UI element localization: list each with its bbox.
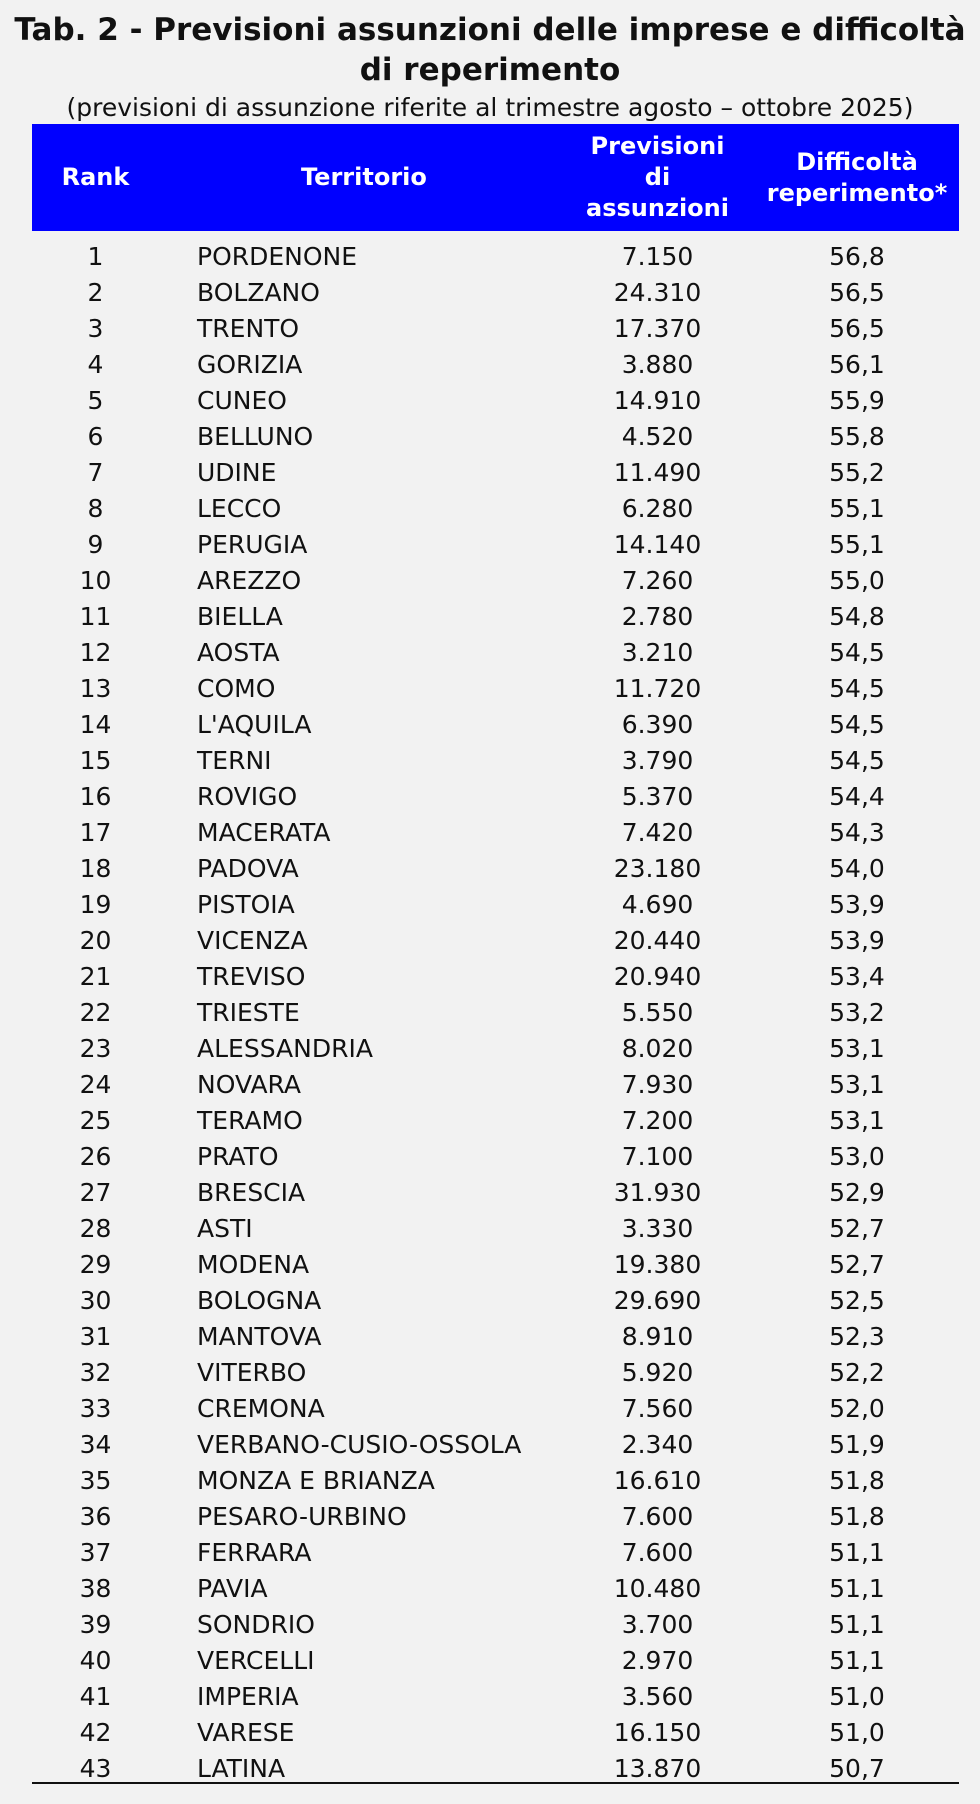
difficolta-cell: 52,0 (829, 1394, 885, 1423)
table-row (32, 743, 959, 779)
table-header (32, 124, 959, 231)
difficolta-cell: 54,0 (829, 854, 885, 883)
table-row (32, 527, 959, 563)
difficolta-cell: 51,1 (829, 1574, 885, 1603)
previsioni-cell: 14.140 (613, 530, 702, 559)
territorio-cell: BRESCIA (197, 1178, 306, 1207)
territorio-cell: CREMONA (197, 1394, 325, 1423)
previsioni-cell: 4.690 (621, 890, 694, 919)
territorio-cell: MODENA (197, 1250, 310, 1279)
rank-cell: 30 (79, 1286, 112, 1315)
rank-cell: 43 (79, 1754, 112, 1783)
previsioni-cell: 7.600 (621, 1502, 694, 1531)
previsioni-cell: 11.490 (613, 458, 702, 487)
table-row (32, 923, 959, 959)
previsioni-cell: 5.550 (621, 998, 694, 1027)
difficolta-cell: 55,8 (829, 422, 885, 451)
rank-cell: 21 (79, 962, 112, 991)
table-row (32, 815, 959, 851)
previsioni-cell: 29.690 (613, 1286, 702, 1315)
column-header-difficolta (755, 124, 959, 231)
rank-cell: 7 (87, 458, 104, 487)
previsioni-cell: 2.340 (621, 1430, 694, 1459)
previsioni-cell: 3.880 (621, 350, 694, 379)
territorio-cell: PORDENONE (197, 242, 358, 271)
table-row (32, 383, 959, 419)
column-header-rank-label: Rank (61, 163, 130, 191)
table-row (32, 1571, 959, 1607)
territorio-cell: VERBANO-CUSIO-OSSOLA (197, 1430, 522, 1459)
table-row (32, 1211, 959, 1247)
territorio-cell: TERNI (197, 746, 272, 775)
difficolta-cell: 51,1 (829, 1538, 885, 1567)
difficolta-cell: 51,0 (829, 1682, 885, 1711)
difficolta-cell: 52,7 (829, 1214, 885, 1243)
table-row (32, 419, 959, 455)
previsioni-cell: 7.930 (621, 1070, 694, 1099)
previsioni-cell: 2.780 (621, 602, 694, 631)
territorio-cell: PRATO (197, 1142, 279, 1171)
table-row (32, 1319, 959, 1355)
rank-cell: 6 (87, 422, 104, 451)
territorio-cell: PESARO-URBINO (197, 1502, 407, 1531)
table-row (32, 1247, 959, 1283)
difficolta-cell: 51,9 (829, 1430, 885, 1459)
rank-cell: 31 (79, 1322, 112, 1351)
previsioni-cell: 14.910 (613, 386, 702, 415)
difficolta-cell: 50,7 (829, 1754, 885, 1783)
territorio-cell: BIELLA (197, 602, 283, 631)
previsioni-cell: 6.280 (621, 494, 694, 523)
previsioni-cell: 3.790 (621, 746, 694, 775)
previsioni-cell: 5.370 (621, 782, 694, 811)
difficolta-cell: 53,0 (829, 1142, 885, 1171)
rank-cell: 16 (79, 782, 112, 811)
difficolta-cell: 55,1 (829, 530, 885, 559)
rank-cell: 40 (79, 1646, 112, 1675)
territorio-cell: VITERBO (197, 1358, 307, 1387)
table-row (32, 1463, 959, 1499)
difficolta-cell: 53,1 (829, 1034, 885, 1063)
territorio-cell: BELLUNO (197, 422, 314, 451)
difficolta-cell: 53,1 (829, 1070, 885, 1099)
table-row (32, 311, 959, 347)
difficolta-cell: 53,1 (829, 1106, 885, 1135)
rank-cell: 25 (79, 1106, 112, 1135)
previsioni-cell: 11.720 (613, 674, 702, 703)
territorio-cell: TRENTO (197, 314, 300, 343)
table-body (32, 231, 959, 1787)
header-spacer (32, 231, 959, 239)
header-row (32, 124, 959, 231)
table-row (32, 995, 959, 1031)
difficolta-cell: 52,2 (829, 1358, 885, 1387)
rank-cell: 18 (79, 854, 112, 883)
rank-cell: 12 (79, 638, 112, 667)
territorio-cell: VERCELLI (197, 1646, 315, 1675)
territorio-cell: AOSTA (197, 638, 280, 667)
difficolta-cell: 56,5 (829, 278, 885, 307)
table-row (32, 1607, 959, 1643)
territorio-cell: PISTOIA (197, 890, 295, 919)
previsioni-cell: 8.910 (621, 1322, 694, 1351)
rank-cell: 24 (79, 1070, 112, 1099)
difficolta-cell: 54,5 (829, 674, 885, 703)
territorio-cell: BOLZANO (197, 278, 320, 307)
rank-cell: 32 (79, 1358, 112, 1387)
table-row (32, 1175, 959, 1211)
table-row (32, 1427, 959, 1463)
difficolta-cell: 53,2 (829, 998, 885, 1027)
table-bottom-rule (32, 1782, 959, 1784)
territorio-cell: NOVARA (197, 1070, 302, 1099)
previsioni-cell: 23.180 (613, 854, 702, 883)
territorio-cell: ROVIGO (197, 782, 298, 811)
territorio-cell: UDINE (197, 458, 277, 487)
previsioni-cell: 7.200 (621, 1106, 694, 1135)
table-row (32, 959, 959, 995)
difficolta-cell: 56,5 (829, 314, 885, 343)
column-header-territorio-label: Territorio (301, 163, 427, 191)
difficolta-cell: 51,1 (829, 1610, 885, 1639)
rank-cell: 10 (79, 566, 112, 595)
table-row (32, 1391, 959, 1427)
column-header-previsioni-line3: assunzioni (586, 194, 729, 222)
rank-cell: 36 (79, 1502, 112, 1531)
table-row (32, 671, 959, 707)
rank-cell: 3 (87, 314, 104, 343)
rank-cell: 20 (79, 926, 112, 955)
table-row (32, 635, 959, 671)
previsioni-cell: 7.260 (621, 566, 694, 595)
previsioni-cell: 4.520 (621, 422, 694, 451)
previsioni-cell: 7.420 (621, 818, 694, 847)
column-header-previsioni (560, 124, 755, 231)
previsioni-cell: 5.920 (621, 1358, 694, 1387)
difficolta-cell: 55,9 (829, 386, 885, 415)
difficolta-cell: 55,1 (829, 494, 885, 523)
territorio-cell: ALESSANDRIA (197, 1034, 373, 1063)
table-row (32, 1103, 959, 1139)
table-row (32, 1355, 959, 1391)
table-row (32, 599, 959, 635)
territorio-cell: L'AQUILA (197, 710, 312, 739)
previsioni-cell: 7.600 (621, 1538, 694, 1567)
territorio-cell: AREZZO (197, 566, 302, 595)
previsioni-cell: 16.150 (613, 1718, 702, 1747)
previsioni-cell: 6.390 (621, 710, 694, 739)
territorio-cell: MACERATA (197, 818, 331, 847)
difficolta-cell: 52,9 (829, 1178, 885, 1207)
difficolta-cell: 51,0 (829, 1718, 885, 1747)
territorio-cell: IMPERIA (197, 1682, 299, 1711)
rank-cell: 4 (87, 350, 104, 379)
rank-cell: 39 (79, 1610, 112, 1639)
difficolta-cell: 53,9 (829, 890, 885, 919)
territorio-cell: TRIESTE (197, 998, 300, 1027)
table-subtitle: (previsioni di assunzione riferite al trimestre agosto – ottobre 2025) (66, 93, 914, 122)
previsioni-cell: 31.930 (613, 1178, 702, 1207)
previsioni-cell: 3.330 (621, 1214, 694, 1243)
previsioni-cell: 3.700 (621, 1610, 694, 1639)
territorio-cell: MONZA E BRIANZA (197, 1466, 435, 1495)
difficolta-cell: 54,8 (829, 602, 885, 631)
table-row (32, 1643, 959, 1679)
territorio-cell: VARESE (197, 1718, 295, 1747)
rank-cell: 35 (79, 1466, 112, 1495)
territorio-cell: LECCO (197, 494, 282, 523)
table-row (32, 239, 959, 275)
rank-cell: 14 (79, 710, 112, 739)
rank-cell: 23 (79, 1034, 112, 1063)
rank-cell: 8 (87, 494, 104, 523)
difficolta-cell: 51,8 (829, 1502, 885, 1531)
previsioni-cell: 3.560 (621, 1682, 694, 1711)
territorio-cell: LATINA (197, 1754, 286, 1783)
previsioni-cell: 19.380 (613, 1250, 702, 1279)
table-row (32, 1535, 959, 1571)
rank-cell: 9 (87, 530, 104, 559)
table-row (32, 1679, 959, 1715)
rank-cell: 13 (79, 674, 112, 703)
table-row (32, 491, 959, 527)
table-row (32, 779, 959, 815)
previsioni-cell: 2.970 (621, 1646, 694, 1675)
rank-cell: 19 (79, 890, 112, 919)
difficolta-cell: 56,1 (829, 350, 885, 379)
table-row (32, 1499, 959, 1535)
column-header-territorio (159, 124, 560, 231)
column-header-previsioni-line2: di (644, 163, 671, 191)
difficolta-cell: 54,4 (829, 782, 885, 811)
territorio-cell: PADOVA (197, 854, 299, 883)
rank-cell: 11 (79, 602, 112, 631)
rank-cell: 27 (79, 1178, 112, 1207)
table-row (32, 347, 959, 383)
difficolta-cell: 53,4 (829, 962, 885, 991)
rank-cell: 28 (79, 1214, 112, 1243)
difficolta-cell: 51,8 (829, 1466, 885, 1495)
territorio-cell: PAVIA (197, 1574, 268, 1603)
territorio-cell: COMO (197, 674, 276, 703)
table-row (32, 851, 959, 887)
table-row (32, 1031, 959, 1067)
table-row (32, 1283, 959, 1319)
table-row (32, 1715, 959, 1751)
previsioni-cell: 10.480 (613, 1574, 702, 1603)
rank-cell: 15 (79, 746, 112, 775)
rank-cell: 2 (87, 278, 104, 307)
table-row (32, 1139, 959, 1175)
rank-cell: 5 (87, 386, 104, 415)
table-row (32, 1067, 959, 1103)
difficolta-cell: 56,8 (829, 242, 885, 271)
territorio-cell: TREVISO (197, 962, 306, 991)
rank-cell: 1 (87, 242, 104, 271)
territorio-cell: VICENZA (197, 926, 308, 955)
rank-cell: 38 (79, 1574, 112, 1603)
rank-cell: 26 (79, 1142, 112, 1171)
previsioni-cell: 13.870 (613, 1754, 702, 1783)
territorio-cell: TERAMO (197, 1106, 303, 1135)
previsioni-cell: 20.940 (613, 962, 702, 991)
previsioni-cell: 8.020 (621, 1034, 694, 1063)
rank-cell: 29 (79, 1250, 112, 1279)
difficolta-cell: 54,5 (829, 746, 885, 775)
difficolta-cell: 55,2 (829, 458, 885, 487)
territorio-cell: CUNEO (197, 386, 287, 415)
difficolta-cell: 52,7 (829, 1250, 885, 1279)
table-row (32, 275, 959, 311)
previsioni-cell: 7.560 (621, 1394, 694, 1423)
difficolta-cell: 53,9 (829, 926, 885, 955)
difficolta-cell: 54,5 (829, 710, 885, 739)
territorio-cell: GORIZIA (197, 350, 303, 379)
territorio-cell: BOLOGNA (197, 1286, 322, 1315)
column-header-difficolta-line1: Difficoltà (796, 147, 918, 176)
column-header-difficolta-line2: reperimento* (766, 178, 948, 207)
previsioni-cell: 20.440 (613, 926, 702, 955)
territorio-cell: PERUGIA (197, 530, 308, 559)
territorio-cell: MANTOVA (197, 1322, 322, 1351)
rank-cell: 17 (79, 818, 112, 847)
rank-cell: 22 (79, 998, 112, 1027)
rank-cell: 42 (79, 1718, 112, 1747)
table-row (32, 563, 959, 599)
difficolta-cell: 54,5 (829, 638, 885, 667)
column-header-previsioni-line1: Previsioni (590, 132, 725, 160)
difficolta-cell: 54,3 (829, 818, 885, 847)
previsioni-cell: 7.150 (621, 242, 694, 271)
table-title: Tab. 2 - Previsioni assunzioni delle imprese e difficoltà di reperimento (14, 12, 966, 88)
previsioni-cell: 17.370 (613, 314, 702, 343)
previsioni-cell: 3.210 (621, 638, 694, 667)
territorio-cell: SONDRIO (197, 1610, 315, 1639)
table-row (32, 887, 959, 923)
territorio-cell: ASTI (197, 1214, 253, 1243)
previsioni-cell: 7.100 (621, 1142, 694, 1171)
difficolta-cell: 52,5 (829, 1286, 885, 1315)
rank-cell: 33 (79, 1394, 112, 1423)
difficolta-cell: 55,0 (829, 566, 885, 595)
territorio-cell: FERRARA (197, 1538, 312, 1567)
rank-cell: 37 (79, 1538, 112, 1567)
table-row (32, 707, 959, 743)
rank-cell: 41 (79, 1682, 112, 1711)
table-row (32, 455, 959, 491)
previsioni-cell: 16.610 (613, 1466, 702, 1495)
rank-cell: 34 (79, 1430, 112, 1459)
difficolta-cell: 51,1 (829, 1646, 885, 1675)
difficolta-cell: 52,3 (829, 1322, 885, 1351)
ranking-table (32, 124, 959, 1787)
column-header-rank (32, 124, 159, 231)
previsioni-cell: 24.310 (613, 278, 702, 307)
